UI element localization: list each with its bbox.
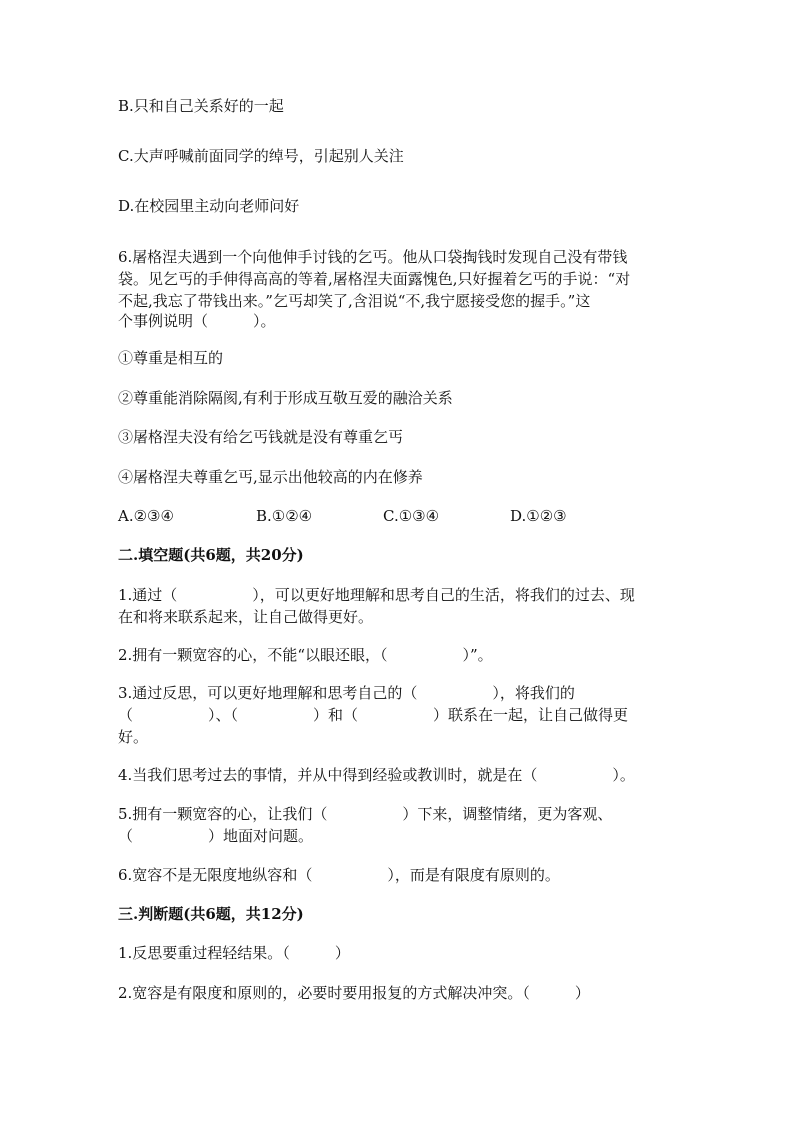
q6-stem-line-1: 6.屠格涅夫遇到一个向他伸手讨钱的乞丐。他从口袋掏钱时发现自己没有带钱 (118, 248, 628, 266)
q5-option-b: B.只和自己关系好的一起 (118, 97, 284, 115)
q6-stem-line-2: 袋。见乞丐的手伸得高高的等着,屠格涅夫面露愧色,只好握着乞丐的手说：“对 (118, 270, 631, 288)
q6-statement-1: ①尊重是相互的 (118, 349, 224, 367)
section-2-heading: 二.填空题(共6题，共20分) (118, 546, 304, 564)
s2-q2: 2.拥有一颗宽容的心，不能“以眼还眼，（ ）”。 (118, 646, 493, 664)
s2-q1-line-1: 1.通过（ ），可以更好地理解和思考自己的生活，将我们的过去、现 (118, 586, 635, 604)
q6-option-a: A.②③④ (118, 507, 174, 525)
s3-q2: 2.宽容是有限度和原则的，必要时要用报复的方式解决冲突。（ ） (118, 984, 590, 1002)
s3-q1: 1.反思要重过程轻结果。（ ） (118, 944, 350, 962)
q6-option-c: C.①③④ (383, 507, 440, 525)
q6-statement-4: ④屠格涅夫尊重乞丐,显示出他较高的内在修养 (118, 468, 423, 486)
q6-stem-line-3: 不起,我忘了带钱出来。”乞丐却笑了,含泪说“不,我宁愿接受您的握手。”这 (118, 292, 591, 310)
s2-q1-line-2: 在和将来联系起来，让自己做得更好。 (118, 608, 374, 626)
q6-option-d: D.①②③ (510, 507, 567, 525)
s2-q3-line-3: 好。 (118, 728, 149, 746)
s2-q6: 6.宽容不是无限度地纵容和（ ），而是有限度有原则的。 (118, 866, 560, 884)
q6-option-b: B.①②④ (256, 507, 313, 525)
q6-statement-3: ③屠格涅夫没有给乞丐钱就是没有尊重乞丐 (118, 428, 404, 446)
s2-q3-line-1: 3.通过反思，可以更好地理解和思考自己的（ ），将我们的 (118, 684, 575, 702)
section-3-heading: 三.判断题(共6题，共12分) (118, 905, 304, 923)
s2-q4: 4.当我们思考过去的事情，并从中得到经验或教训时，就是在（ ）。 (118, 766, 635, 784)
s2-q5-line-2: （ ）地面对问题。 (118, 827, 314, 845)
q6-statement-2: ②尊重能消除隔阂,有利于形成互敬互爱的融洽关系 (118, 389, 453, 407)
q6-options-row (118, 505, 678, 527)
q6-stem-line-4: 个事例说明（ ）。 (118, 312, 276, 330)
s2-q3-line-2: （ ）、（ ）和（ ）联系在一起，让自己做得更 (118, 706, 629, 724)
s2-q5-line-1: 5.拥有一颗宽容的心，让我们（ ）下来，调整情绪，更为客观、 (118, 805, 613, 823)
q5-option-d: D.在校园里主动向老师问好 (118, 197, 300, 215)
q5-option-c: C.大声呼喊前面同学的绰号，引起别人关注 (118, 147, 404, 165)
